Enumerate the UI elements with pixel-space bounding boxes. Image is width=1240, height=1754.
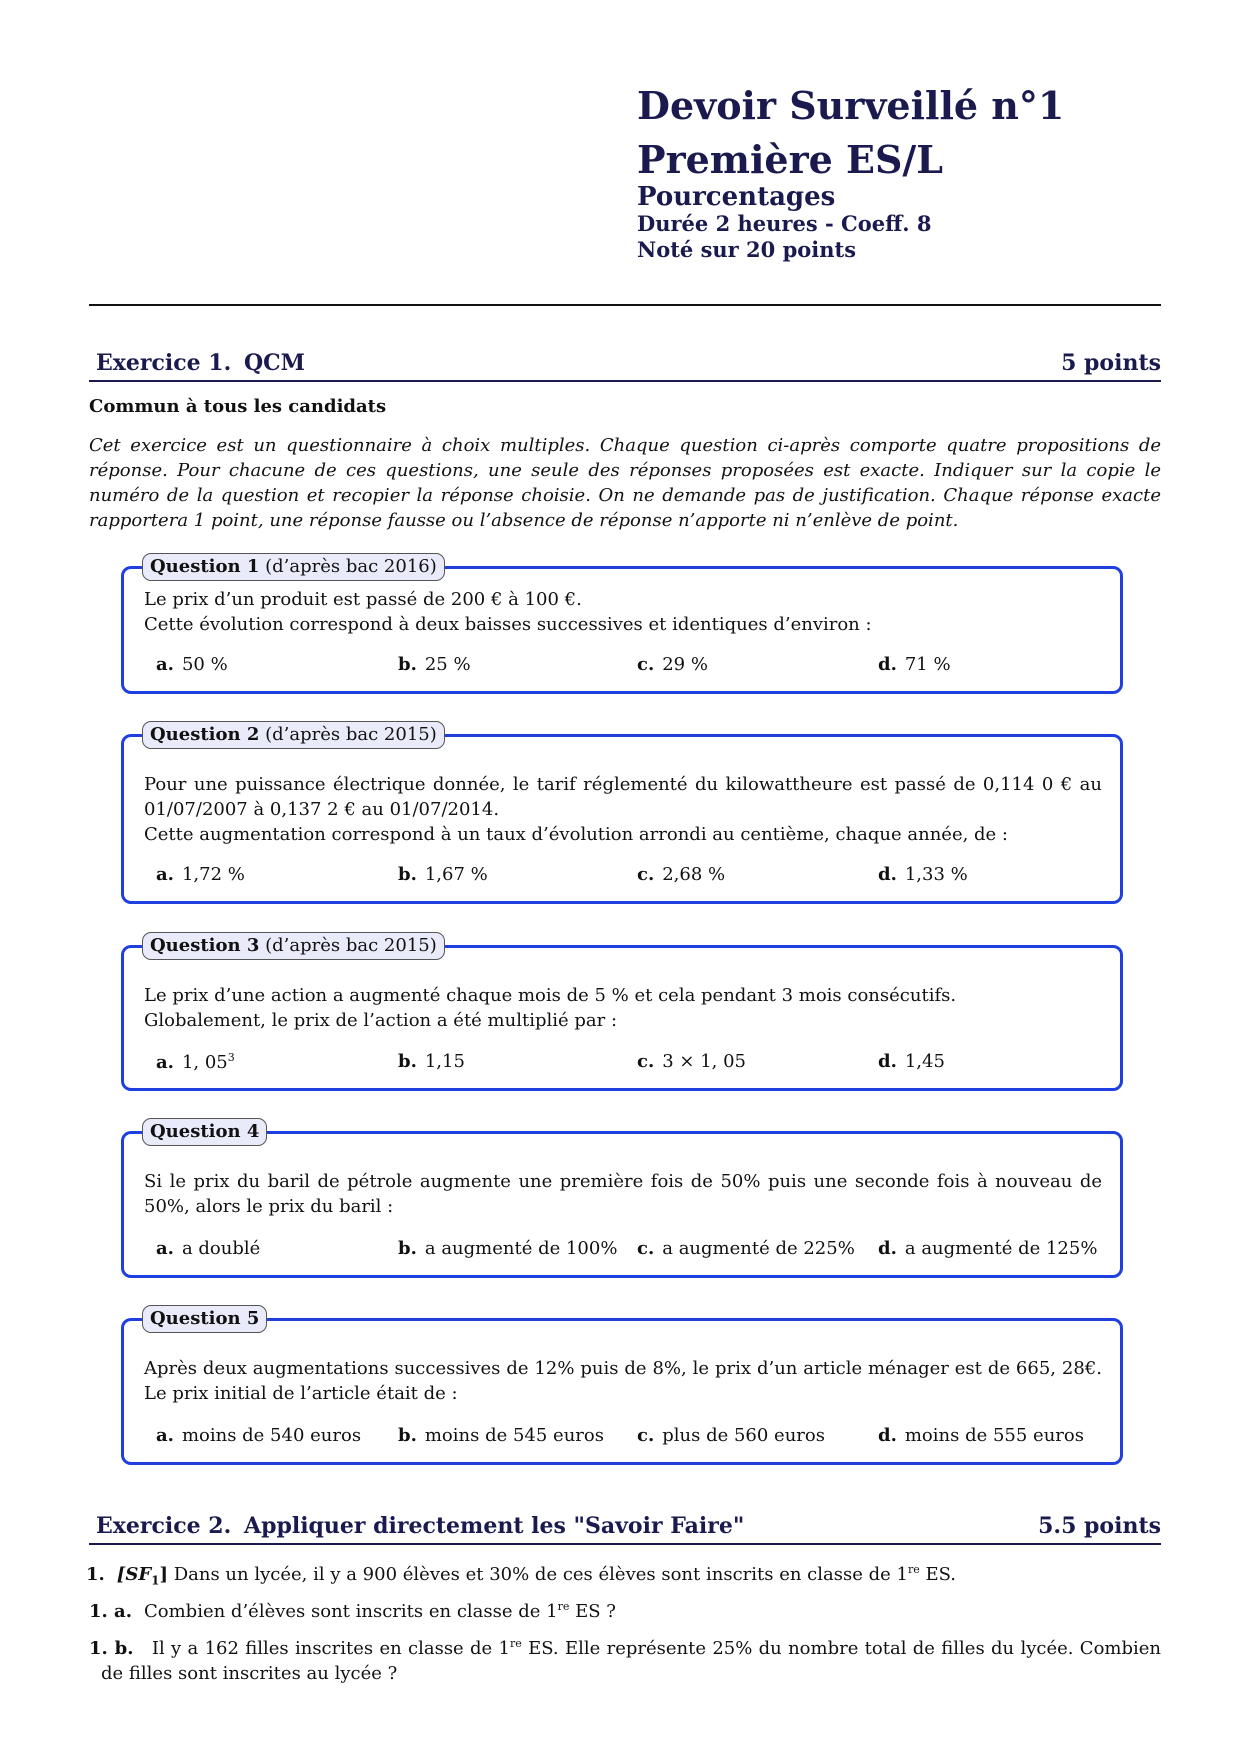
answer-text: 1,67 % (424, 864, 488, 885)
answer-letter: a. (156, 654, 174, 675)
item-text-end: ES. (925, 1564, 957, 1585)
scale-text: Noté sur 20 points (637, 237, 857, 262)
answer-letter: a. (156, 1425, 174, 1446)
answer-letter: b. (398, 864, 417, 885)
subject-title: Pourcentages (637, 182, 836, 212)
answer-letter: d. (878, 654, 897, 675)
question-tag (142, 1305, 267, 1333)
question-source: (d’après bac 2015) (265, 724, 437, 745)
answer-text: 2,68 % (662, 864, 726, 885)
question-text-line: Globalement, le prix de l’action a été multiplié par : (144, 1010, 618, 1031)
question-text (144, 983, 1102, 1033)
exercise1-title: QCM (244, 350, 306, 376)
answer-text: moins de 555 euros (904, 1425, 1084, 1446)
item-text-end: ES ? (575, 1601, 616, 1622)
ordinal-sup: re (557, 1600, 570, 1613)
answer-text: 3 × 1, 05 (662, 1051, 747, 1072)
question-label: Question 4 (150, 1121, 260, 1142)
answer-letter: a. (156, 1052, 174, 1073)
answer-text: moins de 545 euros (424, 1425, 604, 1446)
question-text-line: Le prix d’un produit est passé de 200 € à 100 €. (144, 589, 582, 610)
answer-letter: b. (398, 654, 417, 675)
question-tag (142, 553, 445, 581)
question-label: Question 1 (150, 556, 260, 577)
answer-a (156, 1051, 235, 1073)
answer-text: a augmenté de 225% (662, 1238, 855, 1259)
answer-letter: c. (637, 1238, 655, 1259)
title-classe: Première ES/L (637, 137, 944, 182)
question-text-line: Cette augmentation correspond à un taux d’évolution arrondi au centième, chaque année, de : (144, 824, 1008, 845)
question-text (144, 1169, 1102, 1219)
exercise1-points: 5 points (1061, 350, 1161, 376)
answer-letter: d. (878, 1051, 897, 1072)
sf-tag-index: 1 (151, 1573, 160, 1588)
header-divider (89, 304, 1161, 306)
answer-text: 71 % (904, 654, 951, 675)
answer-c (637, 654, 708, 675)
answer-b (398, 864, 488, 885)
answer-b (398, 1425, 604, 1446)
answer-b (398, 1238, 617, 1259)
question-box-5 (121, 1308, 1123, 1465)
answer-a (156, 864, 245, 885)
answer-letter: d. (878, 1425, 897, 1446)
item-label: 1. b. (89, 1638, 134, 1659)
question-box-3 (121, 935, 1123, 1091)
sf-tag-close: ] (159, 1564, 168, 1585)
question-source: (d’après bac 2016) (265, 556, 437, 577)
exercise2-points: 5.5 points (1038, 1513, 1161, 1539)
answer-text: a augmenté de 100% (424, 1238, 618, 1259)
item-text: Dans un lycée, il y a 900 élèves et 30% de ces élèves sont inscrits en classe de 1 (173, 1564, 908, 1585)
answer-text: 1,72 % (181, 864, 245, 885)
answer-a (156, 654, 228, 675)
answer-text: 50 % (181, 654, 228, 675)
question-text (144, 587, 1102, 637)
exercise2-item-1 (86, 1557, 1161, 1594)
answer-a (156, 1238, 260, 1259)
exercise1-number: Exercice 1. (96, 350, 232, 376)
item-text-end: ES. Elle représente 25% du nombre total de filles du lycée. Combien de filles sont inscrites au lycée ? (101, 1638, 1161, 1684)
answer-d (878, 1238, 1097, 1259)
question-box-1 (121, 556, 1123, 694)
answer-b (398, 1051, 465, 1072)
answer-d (878, 1425, 1084, 1446)
question-text (144, 772, 1102, 847)
answer-letter: b. (398, 1238, 417, 1259)
question-box-4 (121, 1121, 1123, 1278)
answer-letter: b. (398, 1425, 417, 1446)
exercise2-title: Appliquer directement les "Savoir Faire" (244, 1513, 745, 1539)
answer-letter: c. (637, 1051, 655, 1072)
exercise1-intro: Cet exercice est un questionnaire à choix multiples. Chaque question ci-après comporte quatre propositions de réponse. Pour chacune de ces questions, une seule des réponses proposées est exacte. Indiquer sur la copie le numéro de la question et recopier la réponse choisie. On ne demande pas de justification. Chaque réponse exacte rapportera 1 point, une réponse fausse ou l’absence de réponse n’apporte ni n’enlève de point. (89, 435, 1161, 531)
answer-b (398, 654, 471, 675)
answer-text: plus de 560 euros (662, 1425, 825, 1446)
answer-d (878, 1051, 945, 1072)
question-box-2 (121, 724, 1123, 904)
question-label: Question 2 (150, 724, 260, 745)
exercise2-item-1b (89, 1631, 1161, 1686)
exercise1-heading (89, 350, 1161, 382)
question-label: Question 5 (150, 1308, 260, 1329)
question-text (144, 1356, 1102, 1406)
answer-text: 29 % (662, 654, 708, 675)
question-tag (142, 932, 445, 960)
answer-letter: b. (398, 1051, 417, 1072)
exercise2-item-1a (89, 1594, 1161, 1624)
answer-text: moins de 540 euros (181, 1425, 362, 1446)
answer-letter: a. (156, 864, 174, 885)
answer-text: a doublé (181, 1238, 261, 1259)
sf-tag-text: [SF (116, 1564, 152, 1585)
question-text-line: Le prix d’une action a augmenté chaque mois de 5 % et cela pendant 3 mois consécutifs. (144, 985, 957, 1006)
question-source: (d’après bac 2015) (265, 935, 437, 956)
answer-text: 1,15 (424, 1051, 465, 1072)
question-text-line: Après deux augmentations successives de 12% puis de 8%, le prix d’un article ménager est de 665, 28€. Le prix initial de l’article était de : (144, 1358, 1102, 1404)
answer-text: a augmenté de 125% (904, 1238, 1098, 1259)
ordinal-sup: re (509, 1637, 522, 1650)
duration-text: Durée 2 heures - Coeff. 8 (637, 211, 932, 236)
answer-text: 1,45 (904, 1051, 945, 1072)
question-text-line: Si le prix du baril de pétrole augmente une première fois de 50% puis une seconde fois à nouveau de 50%, alors le prix du baril : (144, 1171, 1102, 1217)
title-devoir: Devoir Surveillé n°1 (637, 83, 1065, 128)
answer-exponent: 3 (227, 1051, 235, 1064)
exercise1-audience: Commun à tous les candidats (89, 396, 387, 417)
question-text-line: Cette évolution correspond à deux baisses successives et identiques d’environ : (144, 614, 872, 635)
answer-text: 1,33 % (904, 864, 968, 885)
exercise2-number: Exercice 2. (96, 1513, 232, 1539)
item-label: 1. (86, 1564, 105, 1585)
answer-letter: d. (878, 1238, 897, 1259)
answer-c (637, 1425, 825, 1446)
answer-c (637, 1051, 746, 1072)
answer-c (637, 1238, 855, 1259)
item-text: Combien d’élèves sont inscrits en classe de 1 (144, 1601, 558, 1622)
answer-d (878, 864, 968, 885)
answer-c (637, 864, 725, 885)
answer-letter: a. (156, 1238, 174, 1259)
answer-d (878, 654, 951, 675)
question-label: Question 3 (150, 935, 260, 956)
answer-letter: c. (637, 1425, 655, 1446)
item-label: 1. a. (89, 1601, 132, 1622)
answer-letter: c. (637, 654, 655, 675)
document-header (637, 82, 1064, 263)
question-tag (142, 1118, 267, 1146)
question-tag (142, 721, 445, 749)
item-text: Il y a 162 filles inscrites en classe de 1 (151, 1638, 510, 1659)
savoir-faire-tag (116, 1564, 168, 1588)
answer-letter: d. (878, 864, 897, 885)
ordinal-sup: re (907, 1563, 920, 1576)
answer-letter: c. (637, 864, 655, 885)
answer-text: 1, 05 (181, 1052, 228, 1073)
exercise2-heading (89, 1513, 1161, 1545)
question-text-line: Pour une puissance électrique donnée, le tarif réglementé du kilowattheure est passé de 0,114 0 € au 01/07/2007 à 0,137 2 € au 01/07/2014. (144, 774, 1102, 820)
answer-text: 25 % (424, 654, 471, 675)
answer-a (156, 1425, 361, 1446)
